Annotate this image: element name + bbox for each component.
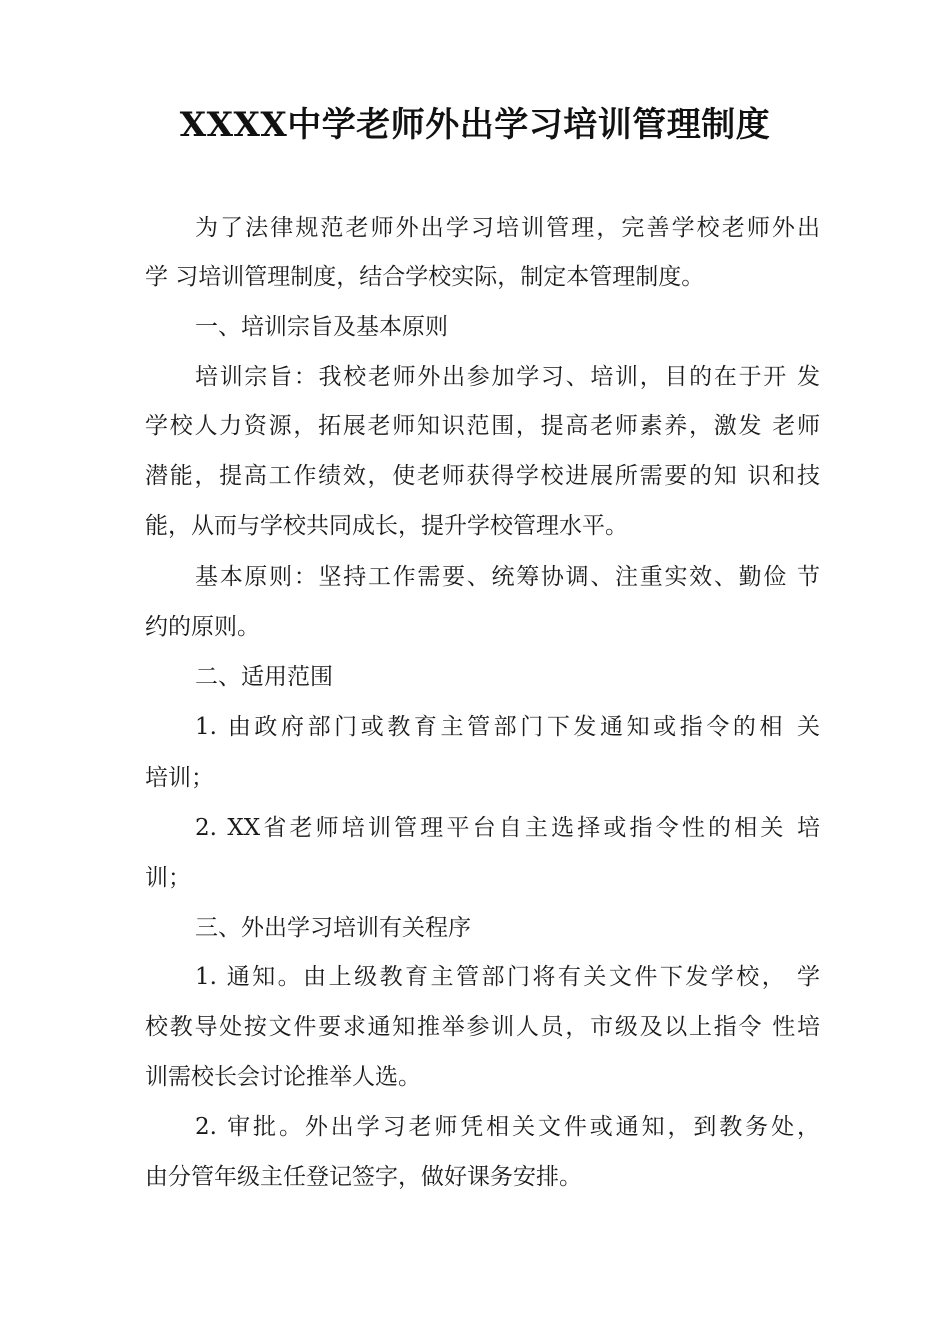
paragraph-line: 培训宗旨：我校老师外出参加学习、培训，目的在于开 发 (195, 364, 820, 390)
list-item-line: 1. 由政府部门或教育主管部门下发通知或指令的相 关 (195, 714, 820, 740)
list-item-line: 校教导处按文件要求通知推举参训人员，市级及以上指令 性培 (145, 1014, 820, 1040)
list-item-line: 培训； (145, 765, 214, 791)
document-title: XXXX中学老师外出学习培训管理制度 (179, 105, 771, 145)
list-item-line: 训； (145, 865, 191, 891)
paragraph-line: 能，从而与学校共同成长，提升学校管理水平。 (145, 513, 628, 539)
paragraph-line: 潜能，提高工作绩效，使老师获得学校进展所需要的知 识和技 (145, 463, 820, 489)
paragraph-line: 基本原则：坚持工作需要、统筹协调、注重实效、勤俭 节 (195, 564, 820, 590)
section-heading: 二、适用范围 (195, 664, 333, 690)
section-heading: 三、外出学习培训有关程序 (195, 915, 471, 941)
list-item-line: 1. 通知。由上级教育主管部门将有关文件下发学校， 学 (195, 964, 820, 990)
list-item-line: 训需校长会讨论推举人选。 (145, 1064, 421, 1090)
paragraph-line: 学校人力资源，拓展老师知识范围，提高老师素养，激发 老师 (145, 413, 820, 439)
section-heading: 一、培训宗旨及基本原则 (195, 314, 448, 340)
list-item-line: 由分管年级主任登记签字，做好课务安排。 (145, 1164, 582, 1190)
paragraph-line: 为了法律规范老师外出学习培训管理，完善学校老师外出 (195, 215, 820, 241)
paragraph-line: 学 习培训管理制度，结合学校实际，制定本管理制度。 (145, 264, 705, 290)
list-item-line: 2. 审批。外出学习老师凭相关文件或通知，到教务处， (195, 1114, 820, 1140)
paragraph-line: 约的原则。 (145, 614, 260, 640)
list-item-line: 2. XX省老师培训管理平台自主选择或指令性的相关 培 (195, 815, 820, 841)
